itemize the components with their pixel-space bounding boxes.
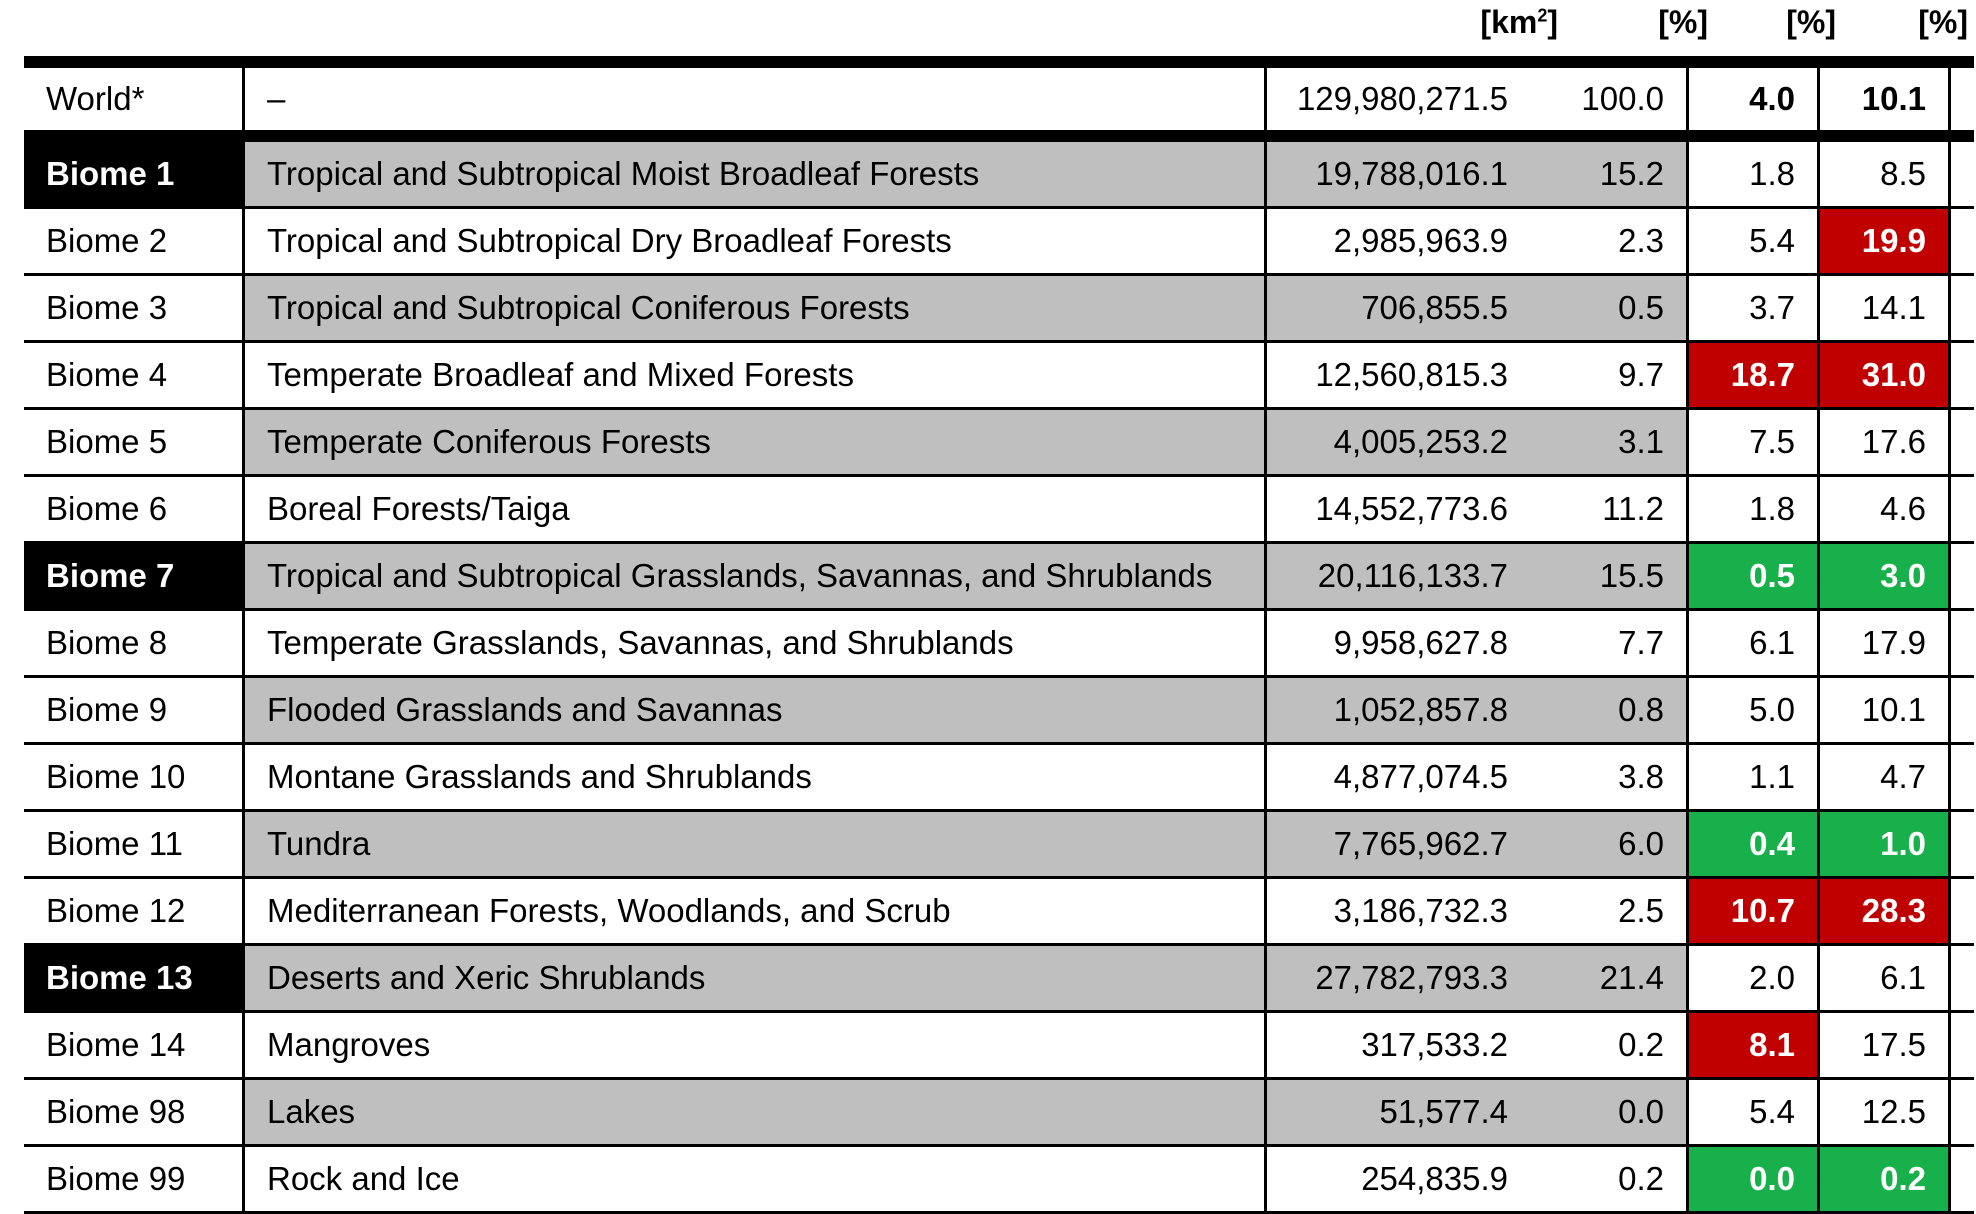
biome-value1: 18.7 [1689, 343, 1820, 407]
biome-id: Biome 13 [24, 946, 245, 1010]
biome-share: 15.2 [1532, 142, 1689, 206]
biome-name: Tropical and Subtropical Grasslands, Savannas, and Shrublands [245, 544, 1267, 608]
header-area-unit-sup: 2 [1537, 5, 1548, 26]
table-row [24, 812, 1974, 879]
header-area-unit [1414, 4, 1558, 41]
biome-value2: 28.3 [1820, 879, 1951, 943]
header-area-unit-close: ] [1547, 4, 1558, 40]
biome-share: 0.8 [1532, 678, 1689, 742]
biome-value1: 5.4 [1689, 209, 1820, 273]
biome-table [24, 0, 1974, 1214]
biome-id: Biome 7 [24, 544, 245, 608]
biome-value1: 0.0 [1689, 1147, 1820, 1211]
biome-id: Biome 99 [24, 1147, 245, 1211]
biome-value1: 5.4 [1689, 1080, 1820, 1144]
biome-area: 27,782,793.3 [1267, 946, 1532, 1010]
table-row [24, 410, 1974, 477]
biome-value2: 12.5 [1820, 1080, 1951, 1144]
biome-id: Biome 8 [24, 611, 245, 675]
biome-name: Tundra [245, 812, 1267, 876]
table-row [24, 946, 1974, 1013]
biome-id: Biome 2 [24, 209, 245, 273]
world-description: – [245, 68, 1267, 130]
biome-id: Biome 9 [24, 678, 245, 742]
header-area-unit-base: [km [1480, 4, 1538, 40]
biome-share: 0.2 [1532, 1013, 1689, 1077]
biome-id: Biome 6 [24, 477, 245, 541]
biome-name: Lakes [245, 1080, 1267, 1144]
world-share: 100.0 [1532, 68, 1689, 130]
biome-share: 3.1 [1532, 410, 1689, 474]
biome-area: 51,577.4 [1267, 1080, 1532, 1144]
biome-id: Biome 3 [24, 276, 245, 340]
biome-value1: 0.5 [1689, 544, 1820, 608]
biome-area: 4,005,253.2 [1267, 410, 1532, 474]
biome-value2: 31.0 [1820, 343, 1951, 407]
biome-value1: 3.7 [1689, 276, 1820, 340]
header-rule [24, 56, 1974, 68]
biome-value1: 7.5 [1689, 410, 1820, 474]
biome-value1: 6.1 [1689, 611, 1820, 675]
table-row [24, 276, 1974, 343]
biome-area: 3,186,732.3 [1333, 892, 1508, 929]
biome-name: Montane Grasslands and Shrublands [245, 745, 1267, 809]
biome-name: Boreal Forests/Taiga [245, 477, 1267, 541]
biome-name: Temperate Coniferous Forests [245, 410, 1267, 474]
biome-id: Biome 14 [24, 1013, 245, 1077]
header-value1-unit: [%] [1786, 4, 1836, 40]
biome-name: Mangroves [245, 1013, 1267, 1077]
biome-value1: 8.1 [1689, 1013, 1820, 1077]
biome-name: Deserts and Xeric Shrublands [245, 946, 1267, 1010]
biome-area: 706,855.5 [1267, 276, 1532, 340]
world-value2: 10.1 [1820, 68, 1951, 130]
table-row [24, 477, 1974, 544]
biome-share: 2.3 [1532, 209, 1689, 273]
world-area: 129,980,271.5 [1296, 80, 1508, 117]
biome-area: 254,835.9 [1361, 1160, 1508, 1197]
biome-area: 7,765,962.7 [1267, 812, 1532, 876]
table-row [24, 1013, 1974, 1080]
biome-value2: 10.1 [1820, 678, 1951, 742]
table-row [24, 544, 1974, 611]
biome-value2: 6.1 [1820, 946, 1951, 1010]
biome-share: 0.2 [1532, 1147, 1689, 1211]
biome-name: Flooded Grasslands and Savannas [245, 678, 1267, 742]
biome-area: 19,788,016.1 [1267, 142, 1532, 206]
table-row-world [24, 68, 1974, 130]
biome-share: 9.7 [1532, 343, 1689, 407]
biome-area: 4,877,074.5 [1333, 758, 1508, 795]
biome-name: Temperate Broadleaf and Mixed Forests [245, 343, 1267, 407]
biome-name: Mediterranean Forests, Woodlands, and Scrub [245, 879, 1267, 943]
biome-value2: 4.6 [1820, 477, 1951, 541]
biome-name: Rock and Ice [245, 1147, 1267, 1211]
header-share-unit: [%] [1658, 4, 1708, 40]
biome-value2: 17.6 [1820, 410, 1951, 474]
biome-value2: 3.0 [1820, 544, 1951, 608]
biome-value2: 17.9 [1820, 611, 1951, 675]
biome-value2: 4.7 [1820, 745, 1951, 809]
biome-value2: 19.9 [1820, 209, 1951, 273]
table-row [24, 343, 1974, 410]
biome-name: Tropical and Subtropical Coniferous Forests [245, 276, 1267, 340]
biome-value2: 14.1 [1820, 276, 1951, 340]
biome-area: 317,533.2 [1361, 1026, 1508, 1063]
biome-rows [24, 142, 1974, 1214]
biome-id: Biome 10 [24, 745, 245, 809]
table-row [24, 1147, 1974, 1214]
world-value1: 4.0 [1689, 68, 1820, 130]
biome-share: 7.7 [1532, 611, 1689, 675]
table-row [24, 879, 1974, 946]
world-rule [24, 130, 1974, 142]
biome-area: 2,985,963.9 [1333, 222, 1508, 259]
biome-name: Tropical and Subtropical Dry Broadleaf Forests [245, 209, 1267, 273]
world-label: World* [24, 68, 245, 130]
biome-value1: 1.1 [1689, 745, 1820, 809]
biome-id: Biome 4 [24, 343, 245, 407]
biome-share: 2.5 [1532, 879, 1689, 943]
biome-area: 12,560,815.3 [1315, 356, 1508, 393]
biome-share: 21.4 [1532, 946, 1689, 1010]
biome-value2: 17.5 [1820, 1013, 1951, 1077]
biome-id: Biome 11 [24, 812, 245, 876]
biome-share: 3.8 [1532, 745, 1689, 809]
header-value2-unit: [%] [1918, 4, 1968, 40]
biome-area: 1,052,857.8 [1267, 678, 1532, 742]
biome-id: Biome 1 [24, 142, 245, 206]
biome-share: 15.5 [1532, 544, 1689, 608]
biome-value2: 8.5 [1820, 142, 1951, 206]
table-row [24, 142, 1974, 209]
biome-value1: 0.4 [1689, 812, 1820, 876]
biome-area: 20,116,133.7 [1267, 544, 1532, 608]
biome-share: 0.0 [1532, 1080, 1689, 1144]
biome-value1: 5.0 [1689, 678, 1820, 742]
table-row [24, 611, 1974, 678]
biome-share: 6.0 [1532, 812, 1689, 876]
biome-id: Biome 98 [24, 1080, 245, 1144]
biome-value2: 0.2 [1820, 1147, 1951, 1211]
biome-value1: 1.8 [1689, 142, 1820, 206]
table-row [24, 209, 1974, 276]
biome-id: Biome 5 [24, 410, 245, 474]
biome-share: 11.2 [1532, 477, 1689, 541]
biome-value1: 1.8 [1689, 477, 1820, 541]
biome-name: Temperate Grasslands, Savannas, and Shrublands [245, 611, 1267, 675]
biome-value1: 2.0 [1689, 946, 1820, 1010]
table-row [24, 678, 1974, 745]
biome-value1: 10.7 [1689, 879, 1820, 943]
biome-share: 0.5 [1532, 276, 1689, 340]
biome-id: Biome 12 [24, 879, 245, 943]
table-row [24, 1080, 1974, 1147]
biome-value2: 1.0 [1820, 812, 1951, 876]
biome-area: 14,552,773.6 [1315, 490, 1508, 527]
table-header [24, 0, 1974, 56]
biome-area: 9,958,627.8 [1333, 624, 1508, 661]
biome-name: Tropical and Subtropical Moist Broadleaf Forests [245, 142, 1267, 206]
table-row [24, 745, 1974, 812]
